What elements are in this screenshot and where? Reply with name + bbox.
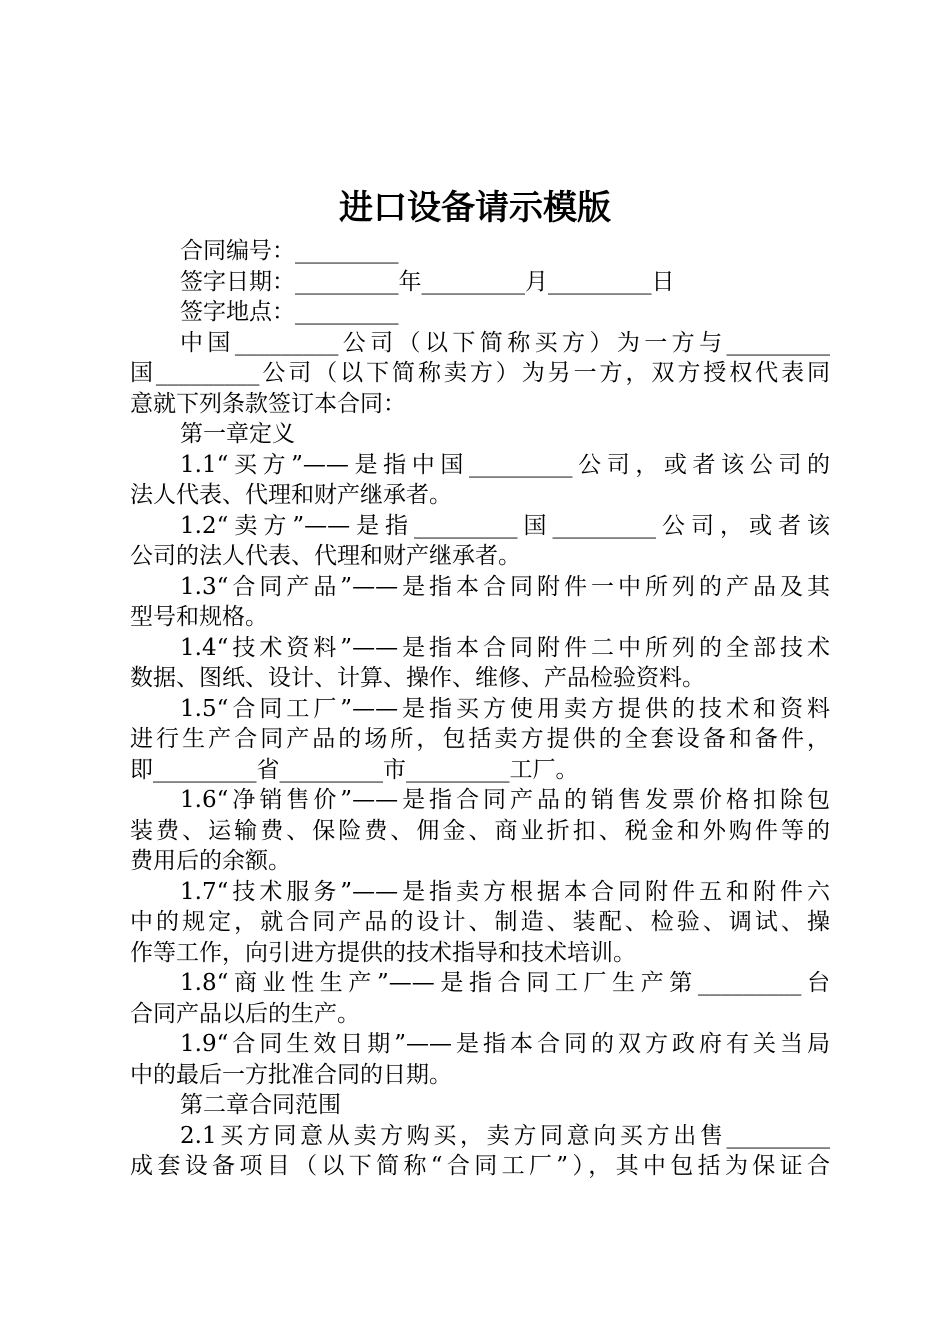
text-line: 法人代表、代理和财产继承者。 — [130, 482, 452, 508]
text-line: 1.1“买方”——是指中国_________公司，或者该公司的 — [180, 451, 830, 478]
text-line: 1.6“净销售价”——是指合同产品的销售发票价格扣除包 — [180, 787, 830, 813]
text-line: 第一章定义 — [180, 421, 295, 447]
text-line: 签字地点：_________ — [180, 299, 399, 325]
text-line: 国_________公司（以下简称卖方）为另一方，双方授权代表同 — [130, 360, 830, 386]
text-line: 1.8“商业性生产”——是指合同工厂生产第_________台 — [180, 970, 830, 996]
text-line: 费用后的余额。 — [130, 848, 291, 874]
text-line: 进行生产合同产品的场所，包括卖方提供的全套设备和备件， — [130, 726, 830, 752]
text-line: 即_________省_________市_________工厂。 — [130, 756, 579, 783]
text-line: 1.2“卖方”——是指_________国_________公司，或者该 — [180, 512, 830, 539]
text-line: 1.9“合同生效日期”——是指本合同的双方政府有关当局 — [180, 1031, 830, 1057]
text-line: 1.5“合同工厂”——是指买方使用卖方提供的技术和资料 — [180, 695, 830, 722]
text-line: 作等工作，向引进方提供的技术指导和技术培训。 — [130, 939, 636, 966]
text-line: 公司的法人代表、代理和财产继承者。 — [130, 543, 521, 569]
text-line: 1.7“技术服务”——是指卖方根据本合同附件五和附件六 — [180, 878, 830, 905]
text-line: 第二章合同范围 — [180, 1092, 341, 1118]
text-line: 签字日期：_________年_________月_________日 — [180, 268, 675, 295]
text-line: 中的规定，就合同产品的设计、制造、装配、检验、调试、操 — [130, 909, 830, 935]
text-line: 意就下列条款签订本合同： — [130, 390, 406, 417]
text-line: 1.3“合同产品”——是指本合同附件一中所列的产品及其 — [180, 573, 830, 600]
text-line: 中国_________公司（以下简称买方）为一方与_________ — [180, 329, 830, 356]
text-line: 2.1买方同意从卖方购买，卖方同意向买方出售_________ — [180, 1122, 830, 1149]
text-line: 中的最后一方批准合同的日期。 — [130, 1061, 452, 1088]
text-line: 型号和规格。 — [130, 604, 268, 630]
text-line: 装费、运输费、保险费、佣金、商业折扣、税金和外购件等的 — [130, 817, 830, 844]
text-line: 合同产品以后的生产。 — [130, 1000, 360, 1027]
text-line: 合同编号：_________ — [180, 238, 399, 264]
text-line: 1.4“技术资料”——是指本合同附件二中所列的全部技术 — [180, 634, 830, 661]
document-title: 进口设备请示模版 — [339, 188, 611, 228]
text-line: 成套设备项目（以下简称“合同工厂”），其中包括为保证合 — [130, 1153, 830, 1179]
document-body — [130, 236, 830, 1182]
text-line: 数据、图纸、设计、计算、操作、维修、产品检验资料。 — [130, 665, 705, 691]
